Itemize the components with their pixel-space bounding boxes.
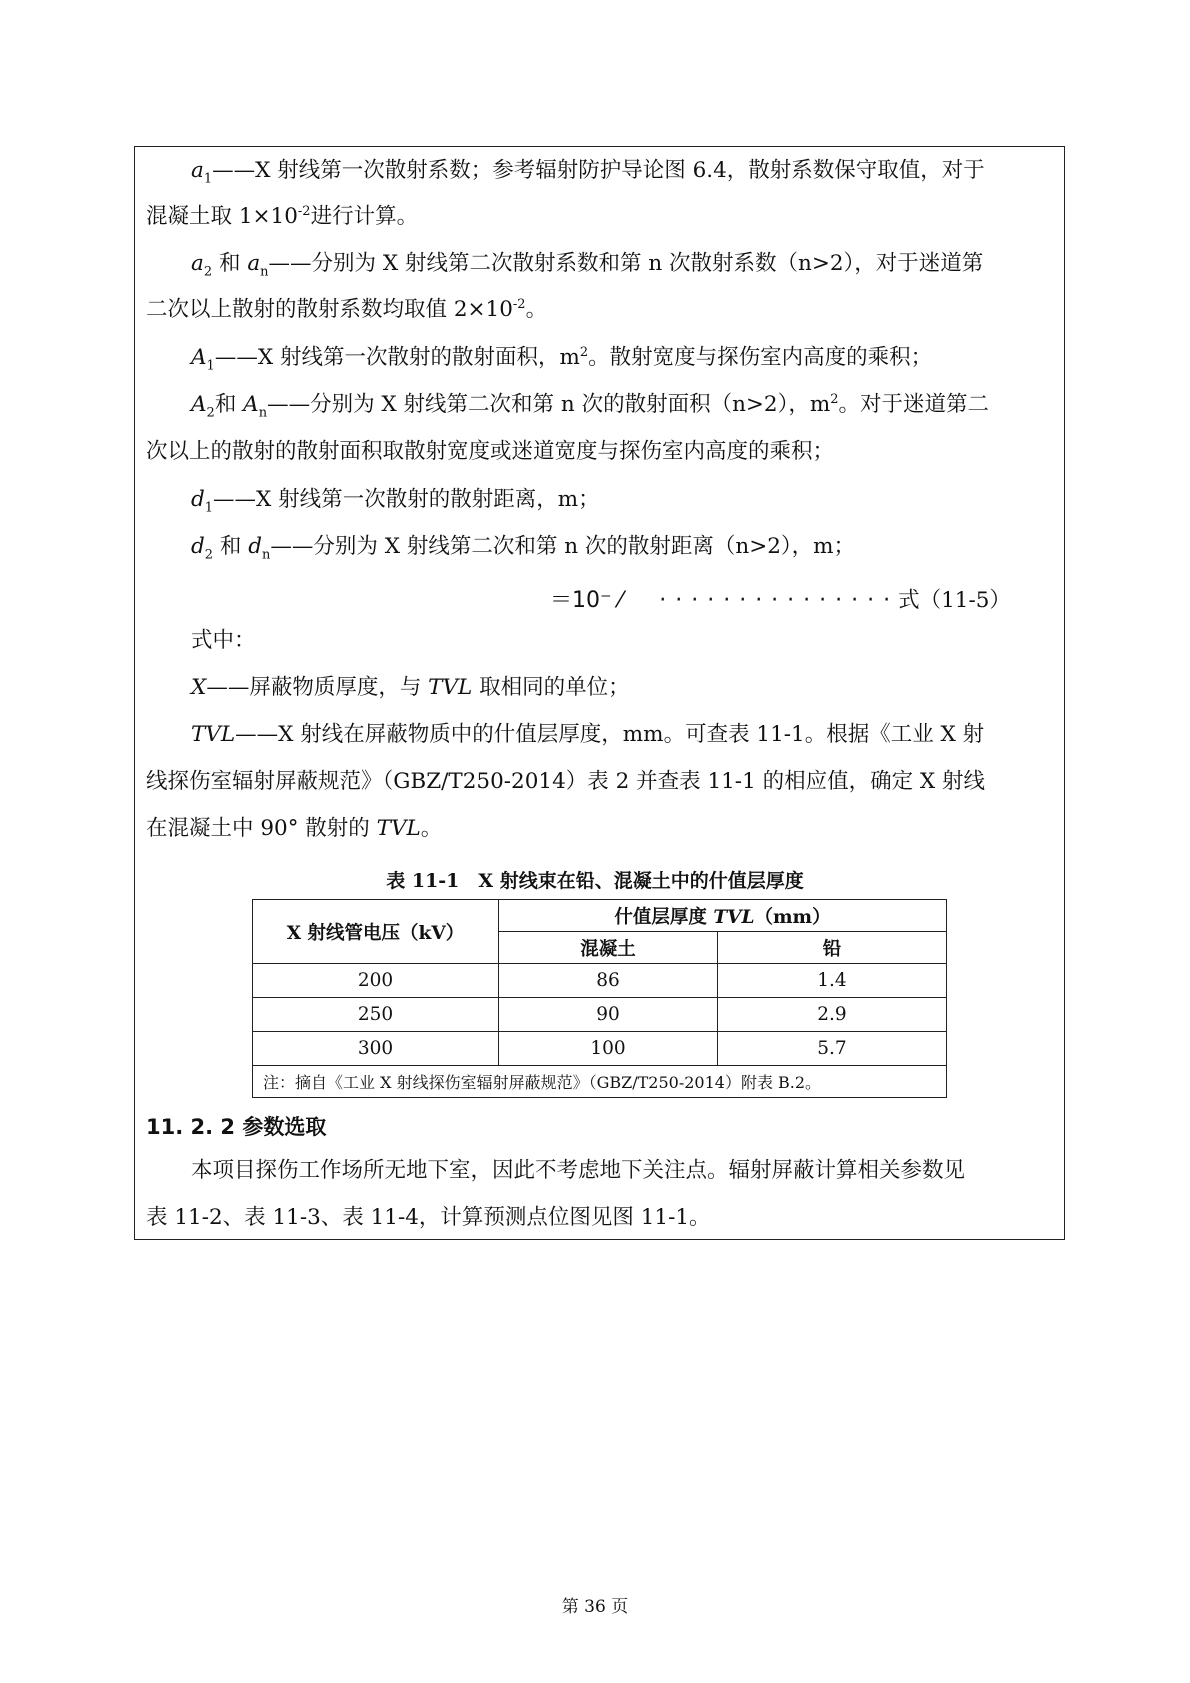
def-d2-dn: $d_2$ 和 $d_n——$分别为 X 射线第二次和第 n 次的散射距离（n>2），m； xyxy=(191,534,856,563)
header-concrete: 混凝土 xyxy=(499,932,718,964)
section-heading: 11. 2. 2 参数选取 xyxy=(146,1115,327,1139)
def-a2-an: $a_2$ 和 $a_n——$分别为 X 射线第二次散射系数和第 n 次散射系数（n>2），对于迷道第 xyxy=(191,251,984,280)
def-X: X——屏蔽物质厚度，与 TVL 取相同的单位； xyxy=(191,675,630,700)
def-a1: $a_1——X$ 射线第一次散射系数；参考辐射防护导论图 6.4，散射系数保守取值，对于 xyxy=(191,158,985,187)
table-caption: 表 11-1 X 射线束在铅、混凝土中的什值层厚度 xyxy=(386,870,804,892)
def-TVL-cont2: 在混凝土中 90° 散射的 TVL。 xyxy=(146,816,443,841)
table-row: 200 86 1.4 xyxy=(253,964,947,998)
def-a1-cont: 混凝土取 $1\times 10^{-2}$进行计算。 xyxy=(146,203,419,229)
formula-tag: 式（11-5） xyxy=(898,588,1011,613)
def-A2-An: $A_2$和 $A_n——$分别为 X 射线第二次和第 n 次的散射面积（n>2），$m^2$。对于迷道第二 xyxy=(191,391,990,421)
table-note: 注：摘自《工业 X 射线探伤室辐射屏蔽规范》（GBZ/T250-2014）附表 B.2。 xyxy=(253,1066,947,1098)
def-TVL-cont1: 线探伤室辐射屏蔽规范》（GBZ/T250-2014）表 2 并查表 11-1 的相应值，确定 X 射线 xyxy=(146,769,986,794)
table-row: 250 90 2.9 xyxy=(253,998,947,1032)
formula-leader-dots: · · · · · · · · · · · · · · · xyxy=(659,588,892,613)
def-A1: $A_1——X$ 射线第一次散射的散射面积，$m^2$。散射宽度与探伤室内高度的乘积； xyxy=(191,344,933,374)
section-paragraph-line2: 表 11-2、表 11-3、表 11-4，计算预测点位图见图 11-1。 xyxy=(146,1205,711,1230)
header-tvl: 什值层厚度 TVL（mm） xyxy=(499,900,947,932)
def-a2-an-cont: 二次以上散射的散射系数均取值 $2\times 10^{-2}$。 xyxy=(146,296,548,322)
header-lead: 铅 xyxy=(718,932,947,964)
formula-11-5 xyxy=(550,583,1011,614)
section-paragraph-line1: 本项目探伤工作场所无地下室，因此不考虑地下关注点。辐射屏蔽计算相关参数见 xyxy=(191,1158,966,1183)
page-number: 第 36 页 xyxy=(561,1597,629,1617)
where-label: 式中： xyxy=(191,628,256,653)
table-row: 300 100 5.7 xyxy=(253,1032,947,1066)
header-voltage: X 射线管电压（kV） xyxy=(253,900,499,964)
def-d1: $d_1——X$ 射线第一次散射的散射距离，m； xyxy=(191,487,600,516)
def-TVL: TVL——X 射线在屏蔽物质中的什值层厚度，mm。可查表 11-1。根据《工业 X 射 xyxy=(191,722,985,747)
tvl-table xyxy=(252,899,947,1098)
formula-expression: ＝10⁻ ⁄ xyxy=(550,588,623,613)
def-A2-An-cont: 次以上的散射的散射面积取散射宽度或迷道宽度与探伤室内高度的乘积； xyxy=(146,439,835,464)
